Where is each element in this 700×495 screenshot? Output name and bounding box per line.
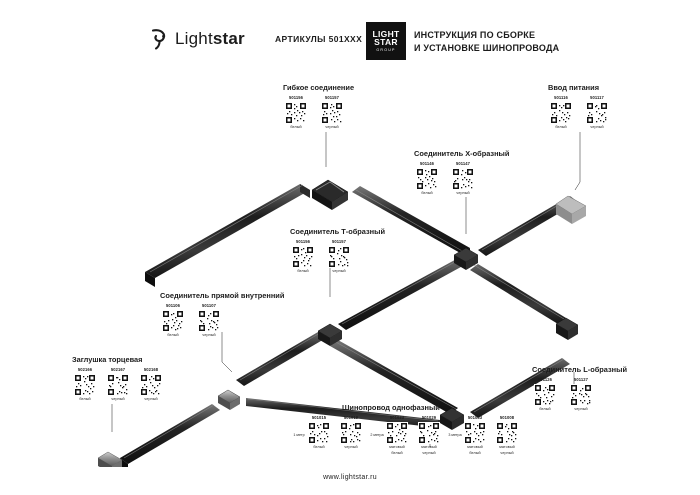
code-caption-2: белый [469,450,481,455]
code-item [584,95,610,129]
code-item [319,95,345,129]
code-caption: матовый [467,445,483,450]
qr-code [308,422,330,444]
callout-title: Шинопровод однофазный [342,403,440,412]
code-caption: черный [332,269,346,274]
website-link[interactable]: www.lightstar.ru [323,474,377,481]
callout-codes [532,377,627,411]
logo-text-star: star [212,29,245,48]
qr-code [285,102,307,124]
brand-badge-line1: LIGHT [372,28,400,39]
code-number: 501156 [288,95,304,101]
code-caption-2: черный [422,450,436,455]
qr-code [140,374,162,396]
qr-code [416,168,438,190]
code-item [548,95,574,129]
length-label: 1 метр [293,432,305,437]
code-number: 501033 [467,415,483,421]
code-number: 501146 [419,161,435,167]
code-number: 501157 [324,95,340,101]
code-item [138,367,164,401]
code-number: 501147 [455,161,471,167]
qr-code [452,168,474,190]
code-number: 501127 [573,377,589,383]
callout-codes [290,239,385,273]
code-number: 501156 [295,239,311,245]
code-caption: черный [111,397,125,402]
code-caption: матовый [389,445,405,450]
code-number: 501023 [389,415,405,421]
code-item [414,161,440,195]
code-caption-2: черный [500,450,514,455]
code-caption: белый [421,191,433,196]
callout-single-phase-track [292,404,520,455]
callout-title: Соединитель L-образный [532,365,627,374]
qr-code [418,422,440,444]
code-item [72,367,98,401]
code-caption: матовый [499,445,515,450]
code-caption: белый [167,333,179,338]
qr-code [107,374,129,396]
code-caption: черный [344,445,358,450]
code-item [462,415,488,455]
code-item [306,415,332,449]
callout-title: Соединитель Т-образный [290,227,385,236]
logo-wordmark [175,29,245,49]
callout-flexible-connector [283,84,354,129]
callout-codes [548,95,610,129]
qr-code [464,422,486,444]
code-caption: белый [313,445,325,450]
code-caption: белый [79,397,91,402]
code-number: 501117 [590,95,604,101]
code-item [326,239,352,273]
article-code: АРТИКУЛЫ 501XXX [275,34,363,44]
qr-code [386,422,408,444]
code-number: 501008 [499,415,515,421]
callout-title: Гибкое соединение [283,83,355,92]
qr-code [198,310,220,332]
callout-codes [414,161,509,195]
code-caption: белый [297,269,309,274]
code-caption: белый [555,125,567,130]
callout-codes [72,367,164,401]
qr-code [321,102,343,124]
callout-title: Соединитель прямой внутренний [160,291,285,300]
code-item [384,415,410,455]
code-caption: черный [456,191,470,196]
qr-code [292,246,314,268]
code-caption: матовый [421,445,437,450]
qr-code [74,374,96,396]
length-label: 3 метра [448,432,462,437]
brand-badge-line2: STAR [374,37,398,48]
code-caption: черный [202,333,216,338]
code-number: 501015 [311,415,327,421]
callout-t-connector [290,228,385,273]
callout-l-connector [532,366,627,411]
instruction-line-2: И УСТАНОВКЕ ШИНОПРОВОДА [414,43,560,54]
code-item [450,161,476,195]
code-item [494,415,520,455]
code-item [532,377,558,411]
code-number: 502166 [77,367,93,373]
code-item [338,415,364,449]
callout-straight-inner-connector [160,292,284,337]
code-number: 501126 [537,377,553,383]
code-number: 501019 [343,415,359,421]
qr-code [162,310,184,332]
code-number: 501116 [554,95,568,101]
callout-title: Соединитель X-образный [414,149,510,158]
code-number: 501106 [165,303,181,309]
callout-codes [160,303,284,337]
instruction-title [414,29,559,55]
code-item [568,377,594,411]
code-item [283,95,309,129]
qr-code [496,422,518,444]
code-item [416,415,442,455]
callout-codes [292,415,520,455]
brand-badge [366,22,406,60]
code-caption-2: белый [391,450,403,455]
qr-code [586,102,608,124]
brand-badge-line3: GROUP [376,47,396,52]
qr-code [570,384,592,406]
code-number: 501107 [201,303,217,309]
instruction-line-1: ИНСТРУКЦИЯ ПО СБОРКЕ [414,30,536,40]
lightstar-logo [150,28,245,50]
code-caption: черный [144,397,158,402]
code-number: 502168 [143,367,159,373]
logo-text-light: Light [175,29,213,48]
length-label: 2 метра [370,432,384,437]
callout-end-cap [72,356,164,401]
code-caption: черный [325,125,339,130]
code-caption: черный [574,407,588,412]
code-number: 501029 [421,415,437,421]
callout-title: Ввод питания [548,83,600,92]
code-item [290,239,316,273]
qr-code [550,102,572,124]
qr-code [328,246,350,268]
code-item [196,303,222,337]
code-number: 501157 [331,239,347,245]
code-item [160,303,186,337]
callout-x-connector [414,150,509,195]
code-caption: белый [539,407,551,412]
qr-code [340,422,362,444]
qr-code [534,384,556,406]
footer [0,466,700,484]
header [0,0,700,72]
lightstar-logo-icon [150,28,170,50]
callout-codes [283,95,354,129]
code-number: 502167 [110,367,126,373]
callout-title: Заглушка торцевая [72,355,143,364]
code-caption: белый [290,125,302,130]
code-item [105,367,131,401]
code-caption: черный [590,125,604,130]
callout-power-input [548,84,610,129]
